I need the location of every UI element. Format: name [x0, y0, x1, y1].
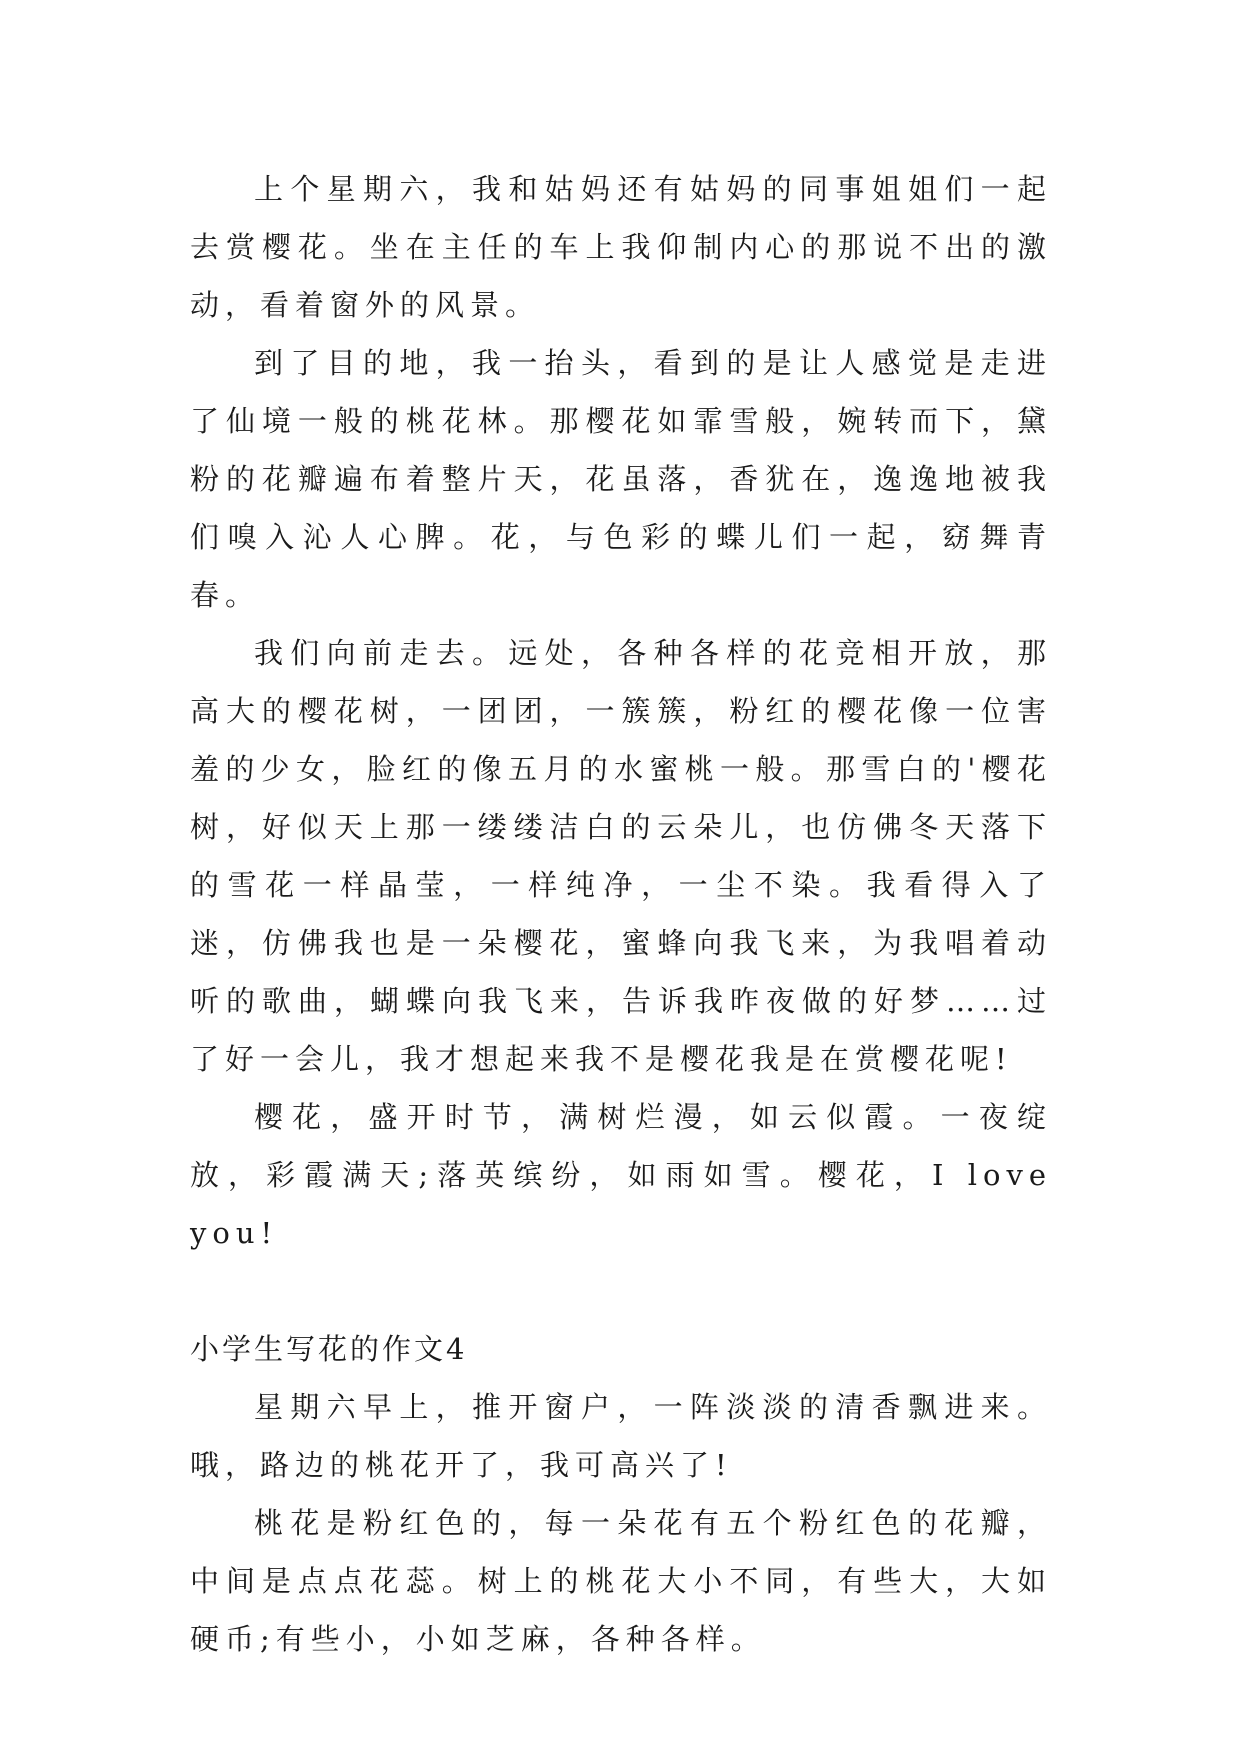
- paragraph: 星期六早上，推开窗户，一阵淡淡的清香飘进来。哦，路边的桃花开了，我可高兴了!: [190, 1390, 1052, 1482]
- paragraph: 桃花是粉红色的，每一朵花有五个粉红色的花瓣，中间是点点花蕊。树上的桃花大小不同，有些大，大如硬币;有些小，小如芝麻，各种各样。: [190, 1506, 1052, 1656]
- section-spacer: [190, 1262, 1052, 1320]
- section-heading: 小学生写花的作文4: [190, 1332, 468, 1366]
- document-page: [190, 160, 1052, 1668]
- paragraph: 我们向前走去。远处，各种各样的花竞相开放，那高大的樱花树，一团团，一簇簇，粉红的樱花像一位害羞的少女，脸红的像五月的水蜜桃一般。那雪白的'樱花树，好似天上那一缕缕洁白的云朵儿，也仿佛冬天落下的雪花一样晶莹，一样纯净，一尘不染。我看得入了迷，仿佛我也是一朵樱花，蜜蜂向我飞来，为我唱着动听的歌曲，蝴蝶向我飞来，告诉我昨夜做的好梦……过了好一会儿，我才想起来我不是樱花我是在赏樱花呢!: [190, 636, 1052, 1076]
- paragraph: 到了目的地，我一抬头，看到的是让人感觉是走进了仙境一般的桃花林。那樱花如霏雪般，婉转而下，黛粉的花瓣遍布着整片天，花虽落，香犹在，逸逸地被我们嗅入沁人心脾。花，与色彩的蝶儿们一起，窈舞青春。: [190, 346, 1052, 612]
- paragraph: 上个星期六，我和姑妈还有姑妈的同事姐姐们一起去赏樱花。坐在主任的车上我仰制内心的那说不出的激动，看着窗外的风景。: [190, 172, 1052, 322]
- paragraph: 樱花，盛开时节，满树烂漫，如云似霞。一夜绽放，彩霞满天;落英缤纷，如雨如雪。樱花，I love you!: [190, 1100, 1052, 1250]
